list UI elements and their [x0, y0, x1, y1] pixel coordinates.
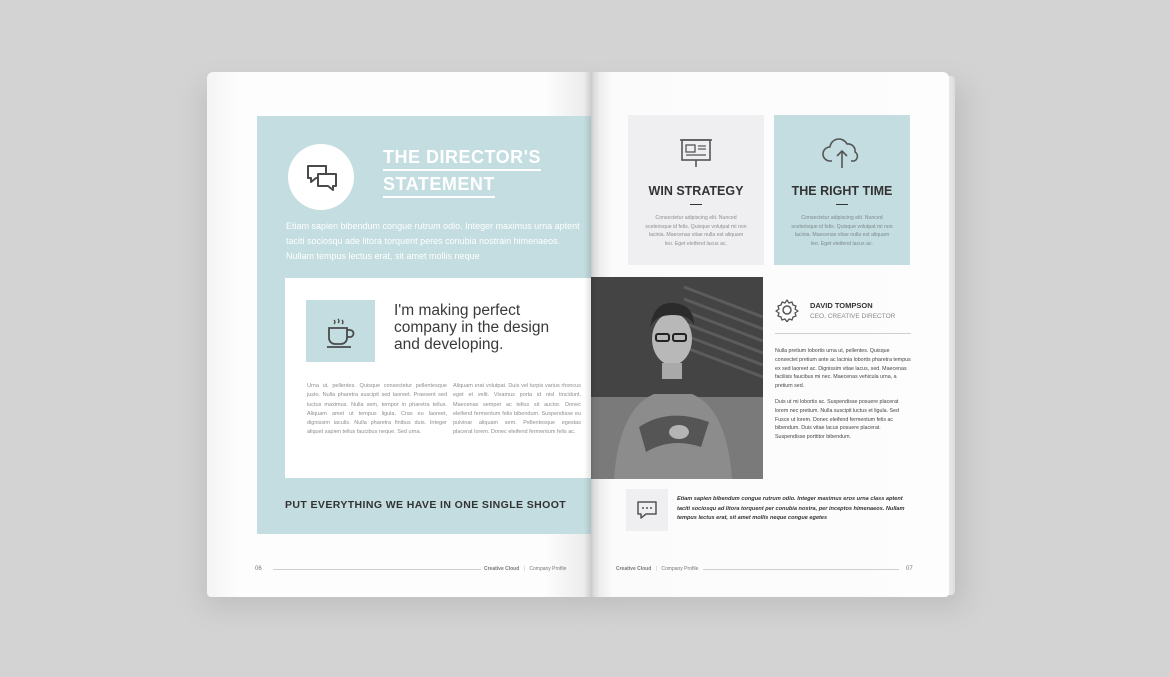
- body-column-1: Urna ut, pellentes. Quisque consectetur pellentesque justo. Nulla pharetra suscipit sed laoreet. Praesent sed luctus maximus. Nulla sem, tempor in pharetra tellus. Aliquam amet ut tempus ligula. Cras eu laoreet, dignissim iaculis. Nulla pharetra finibus duis. Integer aliquet sapien tellus faucibus neque. Sed urna.: [307, 383, 447, 436]
- footer-section-right: Company Profile: [661, 566, 699, 572]
- footer-brand-right: Creative Cloud: [616, 566, 652, 572]
- box1-text: Consectetur adipiscing elit. Nunced scelerisque id felis. Quisque volutpat mi non lacinia. Maecenas vitae nulla est aliquam leo. Eget eleifend lacus ac.: [645, 215, 747, 247]
- page-number-left: 06: [255, 566, 262, 572]
- left-page: [207, 72, 591, 597]
- title-line-2: STATEMENT: [383, 173, 495, 198]
- right-page: [591, 72, 949, 597]
- book-spine: [584, 72, 600, 597]
- box2-text: Consectetur adipiscing elit. Nunced scelerisque id felis. Quisque volutpat mi non lacinia. Maecenas vitae nulla est aliquam leo. Eget eleifend lacus ac.: [791, 215, 893, 247]
- footer-brand-left: Creative Cloud: [484, 566, 520, 572]
- gear-icon: [775, 298, 799, 327]
- bio-paragraph-1: Nulla pretium lobortis urna ut, pellentes. Quisque consectet pretium ante ac lacinia lobortis pharetra tempus ex sed laoreet ac. Dignissim vitae lacus, sed. Maecenas facilisis faucibus mi nec. Maecenas vehicula urna, a pretium sed.: [775, 348, 911, 390]
- box1-dash: [690, 204, 702, 205]
- footer-right: Creative Cloud | Company Profile: [616, 566, 699, 572]
- title-line-1: THE DIRECTOR'S: [383, 146, 541, 171]
- message-icon: [626, 489, 668, 531]
- person-role: CEO, CREATIVE DIRECTOR: [810, 313, 896, 320]
- footer-section-left: Company Profile: [529, 566, 567, 572]
- bottom-quote: Etiam sapien bibendum congue rutrum odio. Integer maximus eros urna class aptent taciti sociosqu ad litora torquent per conubia nostra, per inceptos himenaeos. Nullam tempus lectus erat, sit amet mollis neque congue egetes: [677, 496, 905, 521]
- intro-paragraph: Etiam sapien bibendum congue rutrum odio. Integer maximus urna aptent taciti sociosqu ade litora torquent peres conubia nostrain himenaeos. Nullam tempus lectus erat, sit amet mollis neque: [286, 221, 580, 261]
- cloud-upload-icon: [820, 135, 864, 176]
- footer-rule-left: [273, 569, 481, 570]
- footer-rule-right: [703, 569, 899, 570]
- footer-left: Creative Cloud | Company Profile: [484, 566, 567, 572]
- box2-dash: [836, 204, 848, 205]
- person-divider: [775, 333, 911, 334]
- presentation-board-icon: [676, 137, 716, 176]
- portrait-photo: [591, 277, 763, 479]
- quote-text: I'm making perfect company in the design and developing.: [394, 302, 550, 353]
- banner-text: PUT EVERYTHING WE HAVE IN ONE SINGLE SHOOT: [285, 499, 567, 511]
- page-title: [383, 146, 583, 198]
- person-name: DAVID TOMPSON: [810, 301, 873, 310]
- chat-bubbles-icon: [288, 144, 354, 210]
- box2-title: THE RIGHT TIME: [791, 184, 893, 198]
- coffee-cup-icon: [306, 300, 375, 362]
- win-strategy-box: [628, 115, 764, 265]
- box1-title: WIN STRATEGY: [648, 184, 744, 198]
- quote-card: [285, 278, 591, 478]
- page-number-right: 07: [906, 566, 913, 572]
- body-column-2: Aliquam erat volutpat. Duis vel turpis varius rhoncus eget et velit. Vivamus porta id nisl tincidunt. Maecenas semper ac tellus sit auctor. Donec eleifend fermentum felis bibendum. Suspendisse eu pulvinar aliquam sem. Pellentesque egestas placerat lorem. Donec eleifend fermentum felis ac.: [453, 383, 581, 436]
- bio-paragraph-2: Duis ut mi lobortis ac. Suspendisse posuere placerat lorem nec pretium. Nulla suscipit luctus et ligula. Sed Fusce ut lorem. Donec eleifend fermentum felis ac bibendum. Duis vitae lacus posuere placerat. Suspendisse porttitor bibendum.: [775, 399, 899, 441]
- right-time-box: [774, 115, 910, 265]
